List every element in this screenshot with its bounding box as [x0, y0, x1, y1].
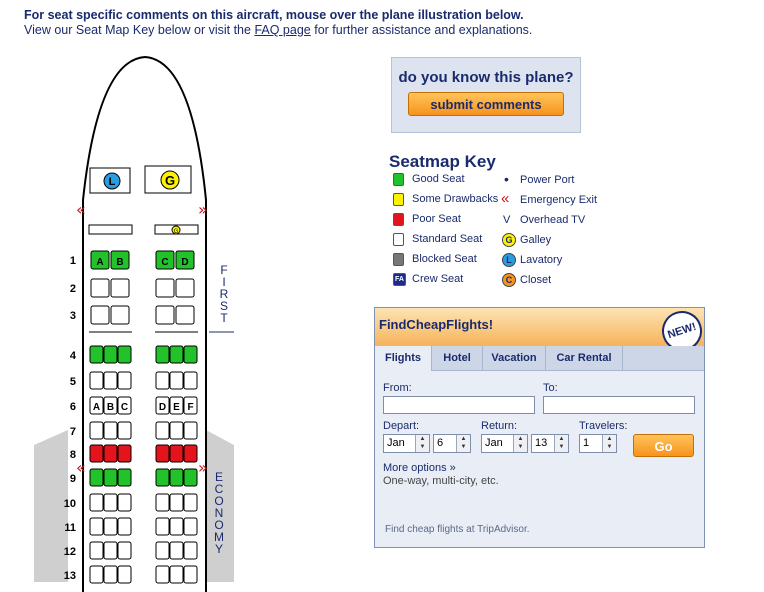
seat-3-left-0[interactable] — [91, 306, 109, 324]
seat-11-right-1[interactable] — [170, 518, 183, 535]
seat-8-right-2[interactable] — [184, 445, 197, 462]
seat-4-left-1[interactable] — [104, 346, 117, 363]
return-day-select[interactable]: 13 ▲ ▼ — [531, 434, 569, 453]
row-number: 7 — [69, 426, 76, 438]
seat-letter: B — [106, 402, 115, 413]
row-number: 10 — [63, 498, 76, 510]
seat-letter: F — [187, 402, 194, 413]
seat-10-left-0[interactable] — [90, 494, 103, 511]
seat-letter: B — [116, 257, 124, 268]
seat-9-right-0[interactable] — [156, 469, 169, 486]
fcf-footer[interactable]: Find cheap flights at TripAdvisor. — [385, 524, 530, 535]
exit-chevron-icon: « — [501, 190, 510, 207]
galley-label: G — [164, 173, 176, 188]
cabin-label-first: F I R S T — [219, 263, 229, 325]
key-crew-seat: FA Crew Seat — [393, 273, 463, 285]
seat-10-left-1[interactable] — [104, 494, 117, 511]
fcf-tabs — [375, 346, 704, 371]
seatmap-key-title: Seatmap Key — [389, 152, 496, 171]
seat-5-right-1[interactable] — [170, 372, 183, 389]
new-badge: NEW! — [657, 307, 705, 356]
row-number: 12 — [63, 546, 76, 558]
row-number: 5 — [69, 376, 76, 388]
key-poor-seat: Poor Seat — [393, 213, 461, 225]
row-number: 6 — [69, 401, 76, 413]
seat-2-right-1[interactable] — [176, 279, 194, 297]
standard-seat-swatch — [393, 233, 404, 246]
seat-4-left-0[interactable] — [90, 346, 103, 363]
seat-9-left-2[interactable] — [118, 469, 131, 486]
poor-seat-swatch — [393, 213, 404, 226]
know-this-plane-question: do you know this plane? — [398, 69, 574, 86]
seat-10-right-0[interactable] — [156, 494, 169, 511]
seat-3-right-0[interactable] — [156, 306, 174, 324]
seat-11-right-2[interactable] — [184, 518, 197, 535]
intro-text — [24, 8, 532, 38]
seat-10-right-2[interactable] — [184, 494, 197, 511]
tab-car-rental[interactable]: Car Rental — [546, 346, 623, 370]
key-overhead-tv: V Overhead TV — [503, 214, 586, 226]
seat-12-right-1[interactable] — [170, 542, 183, 559]
row-number: 9 — [69, 473, 76, 485]
seat-8-right-0[interactable] — [156, 445, 169, 462]
bulkhead-left — [89, 225, 132, 234]
lavatory-icon: L — [502, 253, 516, 267]
seat-12-left-0[interactable] — [90, 542, 103, 559]
seat-5-right-0[interactable] — [156, 372, 169, 389]
key-blocked-seat: Blocked Seat — [393, 253, 477, 265]
seat-5-left-2[interactable] — [118, 372, 131, 389]
seat-7-right-1[interactable] — [170, 422, 183, 439]
depart-label: Depart: — [383, 420, 420, 432]
key-some-drawbacks: Some Drawbacks — [393, 193, 498, 205]
seat-5-left-0[interactable] — [90, 372, 103, 389]
lavatory-label: L — [108, 176, 116, 188]
seat-12-left-1[interactable] — [104, 542, 117, 559]
seat-10-right-1[interactable] — [170, 494, 183, 511]
seat-8-left-0[interactable] — [90, 445, 103, 462]
row-number: 13 — [63, 570, 76, 582]
seat-7-right-0[interactable] — [156, 422, 169, 439]
seat-13-right-2[interactable] — [184, 566, 197, 583]
seat-map-plane[interactable] — [0, 50, 270, 592]
seat-13-left-0[interactable] — [90, 566, 103, 583]
exit-chevron-icon: « — [76, 200, 86, 219]
fcf-header — [375, 308, 704, 346]
key-galley: G Galley — [502, 234, 551, 246]
seat-5-right-2[interactable] — [184, 372, 197, 389]
travelers-select[interactable]: 1 ▲ ▼ — [579, 434, 617, 453]
row-number: 1 — [69, 255, 76, 267]
to-input[interactable] — [543, 396, 695, 414]
seat-letter: E — [173, 402, 180, 413]
seat-12-right-2[interactable] — [184, 542, 197, 559]
from-label: From: — [383, 382, 412, 394]
row-number: 3 — [69, 310, 76, 322]
return-label: Return: — [481, 420, 518, 432]
to-label: To: — [543, 382, 558, 394]
overhead-tv-icon: V — [503, 214, 511, 226]
galley-small-label: G — [173, 229, 179, 235]
good-seat-swatch — [393, 173, 404, 186]
intro-line-2-start: View our Seat Map Key below or visit the — [24, 23, 255, 37]
seat-7-left-1[interactable] — [104, 422, 117, 439]
closet-icon: C — [502, 273, 516, 287]
depart-day-select[interactable]: 6 ▲ ▼ — [433, 434, 471, 453]
seat-9-left-1[interactable] — [104, 469, 117, 486]
seat-7-left-0[interactable] — [90, 422, 103, 439]
row-number: 11 — [64, 522, 76, 534]
seat-4-right-0[interactable] — [156, 346, 169, 363]
go-button[interactable]: Go — [633, 434, 694, 457]
seat-8-right-1[interactable] — [170, 445, 183, 462]
seat-12-right-0[interactable] — [156, 542, 169, 559]
seat-13-left-1[interactable] — [104, 566, 117, 583]
seat-13-right-0[interactable] — [156, 566, 169, 583]
seat-letter: A — [96, 257, 104, 268]
from-input[interactable] — [383, 396, 535, 414]
seat-11-left-1[interactable] — [104, 518, 117, 535]
seat-9-right-2[interactable] — [184, 469, 197, 486]
key-good-seat: Good Seat — [393, 173, 465, 185]
row-number: 4 — [69, 350, 76, 362]
row-number: 8 — [69, 449, 76, 461]
intro-line-2-end: for further assistance and explanations. — [310, 23, 533, 37]
spinner-icon[interactable]: ▲ ▼ — [513, 435, 527, 452]
seat-3-left-1[interactable] — [111, 306, 129, 324]
seat-11-left-0[interactable] — [90, 518, 103, 535]
intro-line-1: For seat specific comments on this aircraft, mouse over the plane illustration below. — [24, 8, 524, 22]
exit-chevron-icon: « — [76, 458, 86, 477]
more-options-link[interactable]: More options » — [383, 462, 456, 474]
seat-letter: D — [181, 257, 189, 268]
depart-month-select[interactable]: Jan ▲ ▼ — [383, 434, 430, 453]
row-number: 2 — [69, 283, 76, 295]
seat-letter: A — [92, 402, 101, 413]
seat-letter: C — [120, 402, 129, 413]
tab-hotel[interactable]: Hotel — [432, 346, 483, 370]
seat-11-left-2[interactable] — [118, 518, 131, 535]
seat-2-left-1[interactable] — [111, 279, 129, 297]
seat-5-left-1[interactable] — [104, 372, 117, 389]
tab-flights[interactable]: Flights — [375, 346, 432, 371]
seat-12-left-2[interactable] — [118, 542, 131, 559]
seat-2-left-0[interactable] — [91, 279, 109, 297]
return-month-select[interactable]: Jan ▲ ▼ — [481, 434, 528, 453]
seat-8-left-1[interactable] — [104, 445, 117, 462]
galley-icon: G — [502, 233, 516, 247]
key-lavatory: L Lavatory — [502, 254, 562, 266]
seat-11-right-0[interactable] — [156, 518, 169, 535]
key-power-port: • Power Port — [504, 171, 575, 187]
key-closet: C Closet — [502, 274, 551, 286]
seat-13-right-1[interactable] — [170, 566, 183, 583]
seat-letter: D — [158, 402, 167, 413]
seat-7-left-2[interactable] — [118, 422, 131, 439]
spinner-icon[interactable]: ▲ ▼ — [415, 435, 429, 452]
seat-10-left-2[interactable] — [118, 494, 131, 511]
seat-9-right-1[interactable] — [170, 469, 183, 486]
seat-7-right-2[interactable] — [184, 422, 197, 439]
crew-seat-icon: FA — [393, 273, 406, 286]
key-emergency-exit: « Emergency Exit — [501, 190, 598, 207]
power-port-icon: • — [504, 171, 509, 187]
key-standard-seat: Standard Seat — [393, 233, 482, 245]
tab-vacation[interactable]: Vacation — [483, 346, 546, 370]
more-options-subtext: One-way, multi-city, etc. — [383, 475, 499, 487]
spinner-icon[interactable]: ▲ ▼ — [456, 435, 470, 452]
drawbacks-swatch — [393, 193, 404, 206]
seat-4-right-2[interactable] — [184, 346, 197, 363]
submit-comments-button[interactable]: submit comments — [408, 92, 564, 116]
exit-chevron-icon: » — [198, 200, 208, 219]
seat-13-left-2[interactable] — [118, 566, 131, 583]
seat-2-right-0[interactable] — [156, 279, 174, 297]
blocked-seat-swatch — [393, 253, 404, 266]
travelers-label: Travelers: — [579, 420, 628, 432]
spinner-icon[interactable]: ▲ ▼ — [554, 435, 568, 452]
intro-line-2 — [24, 23, 532, 38]
seat-4-left-2[interactable] — [118, 346, 131, 363]
seat-letter: C — [161, 257, 169, 268]
fcf-title: FindCheapFlights! — [379, 317, 494, 332]
know-this-plane-box — [391, 57, 581, 133]
spinner-icon[interactable]: ▲ ▼ — [602, 435, 616, 452]
seat-3-right-1[interactable] — [176, 306, 194, 324]
seat-4-right-1[interactable] — [170, 346, 183, 363]
cabin-label-economy: E C O N O M Y — [214, 470, 224, 556]
seat-9-left-0[interactable] — [90, 469, 103, 486]
exit-chevron-icon: » — [198, 458, 208, 477]
faq-link[interactable]: FAQ page — [254, 23, 311, 37]
find-cheap-flights-widget — [374, 307, 705, 548]
seat-8-left-2[interactable] — [118, 445, 131, 462]
seatmap-key — [389, 152, 598, 286]
